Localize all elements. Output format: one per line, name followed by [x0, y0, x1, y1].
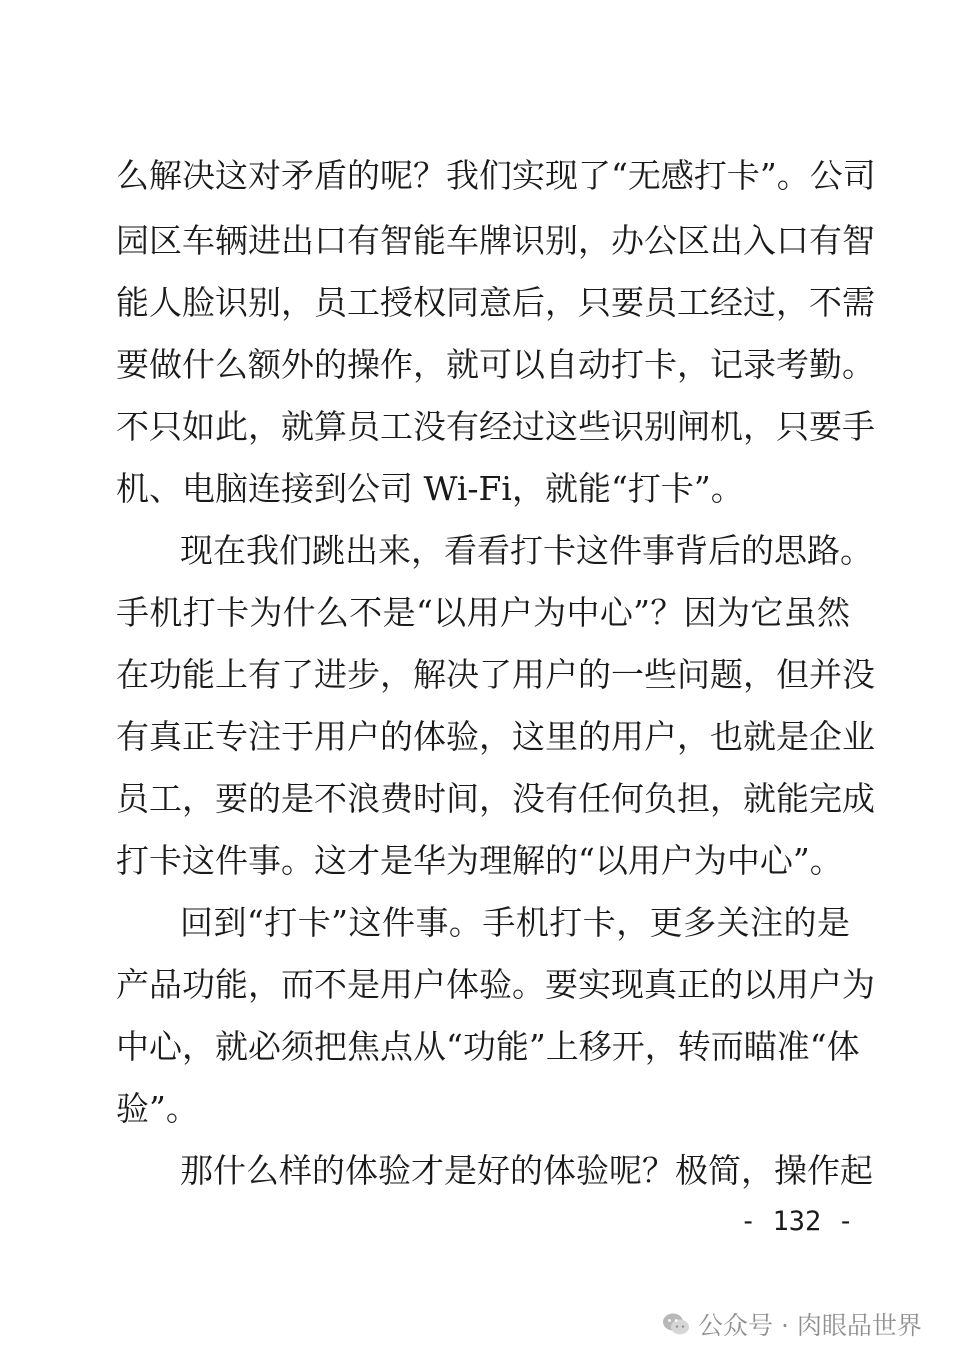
text-line: 有真正专注于用户的体验，这里的用户，也就是企业: [116, 717, 875, 756]
text-line: 员工，要的是不浪费时间，没有任何负担，就能完成: [116, 779, 875, 818]
text-line: 机、电脑连接到公司 Wi-Fi，就能“打卡”。: [116, 469, 744, 508]
text-line: 园区车辆进出口有智能车牌识别，办公区出入口有智: [116, 221, 875, 260]
watermark: [662, 1306, 944, 1342]
text-line: 在功能上有了进步，解决了用户的一些问题，但并没: [116, 655, 875, 694]
text-line: 打卡这件事。这才是华为理解的“以用户为中心”。: [116, 841, 843, 880]
text-line: 能人脸识别，员工授权同意后，只要员工经过，不需: [116, 283, 875, 322]
text-line: 不只如此，就算员工没有经过这些识别闸机，只要手: [116, 407, 875, 446]
wechat-icon: [662, 1311, 690, 1337]
paragraph-first-line: 现在我们跳出来，看看打卡这件事背后的思路。: [180, 531, 873, 570]
watermark-text: 公众号 · 肉眼品世界: [698, 1311, 922, 1340]
page-number: - 132 -: [740, 1206, 854, 1237]
text-line: 么解决这对矛盾的呢？我们实现了“无感打卡”。公司: [116, 156, 876, 195]
paragraph-first-line: 回到“打卡”这件事。手机打卡，更多关注的是: [180, 903, 850, 942]
paragraph-first-line: 那什么样的体验才是好的体验呢？极简，操作起: [180, 1151, 873, 1190]
text-line: 手机打卡为什么不是“以用户为中心”？因为它虽然: [116, 593, 850, 632]
text-line: 要做什么额外的操作，就可以自动打卡，记录考勤。: [116, 345, 875, 384]
text-line: 验”。: [116, 1089, 199, 1128]
text-line: 中心，就必须把焦点从“功能”上移开，转而瞄准“体: [116, 1027, 860, 1066]
text-line: 产品功能，而不是用户体验。要实现真正的以用户为: [116, 965, 875, 1004]
